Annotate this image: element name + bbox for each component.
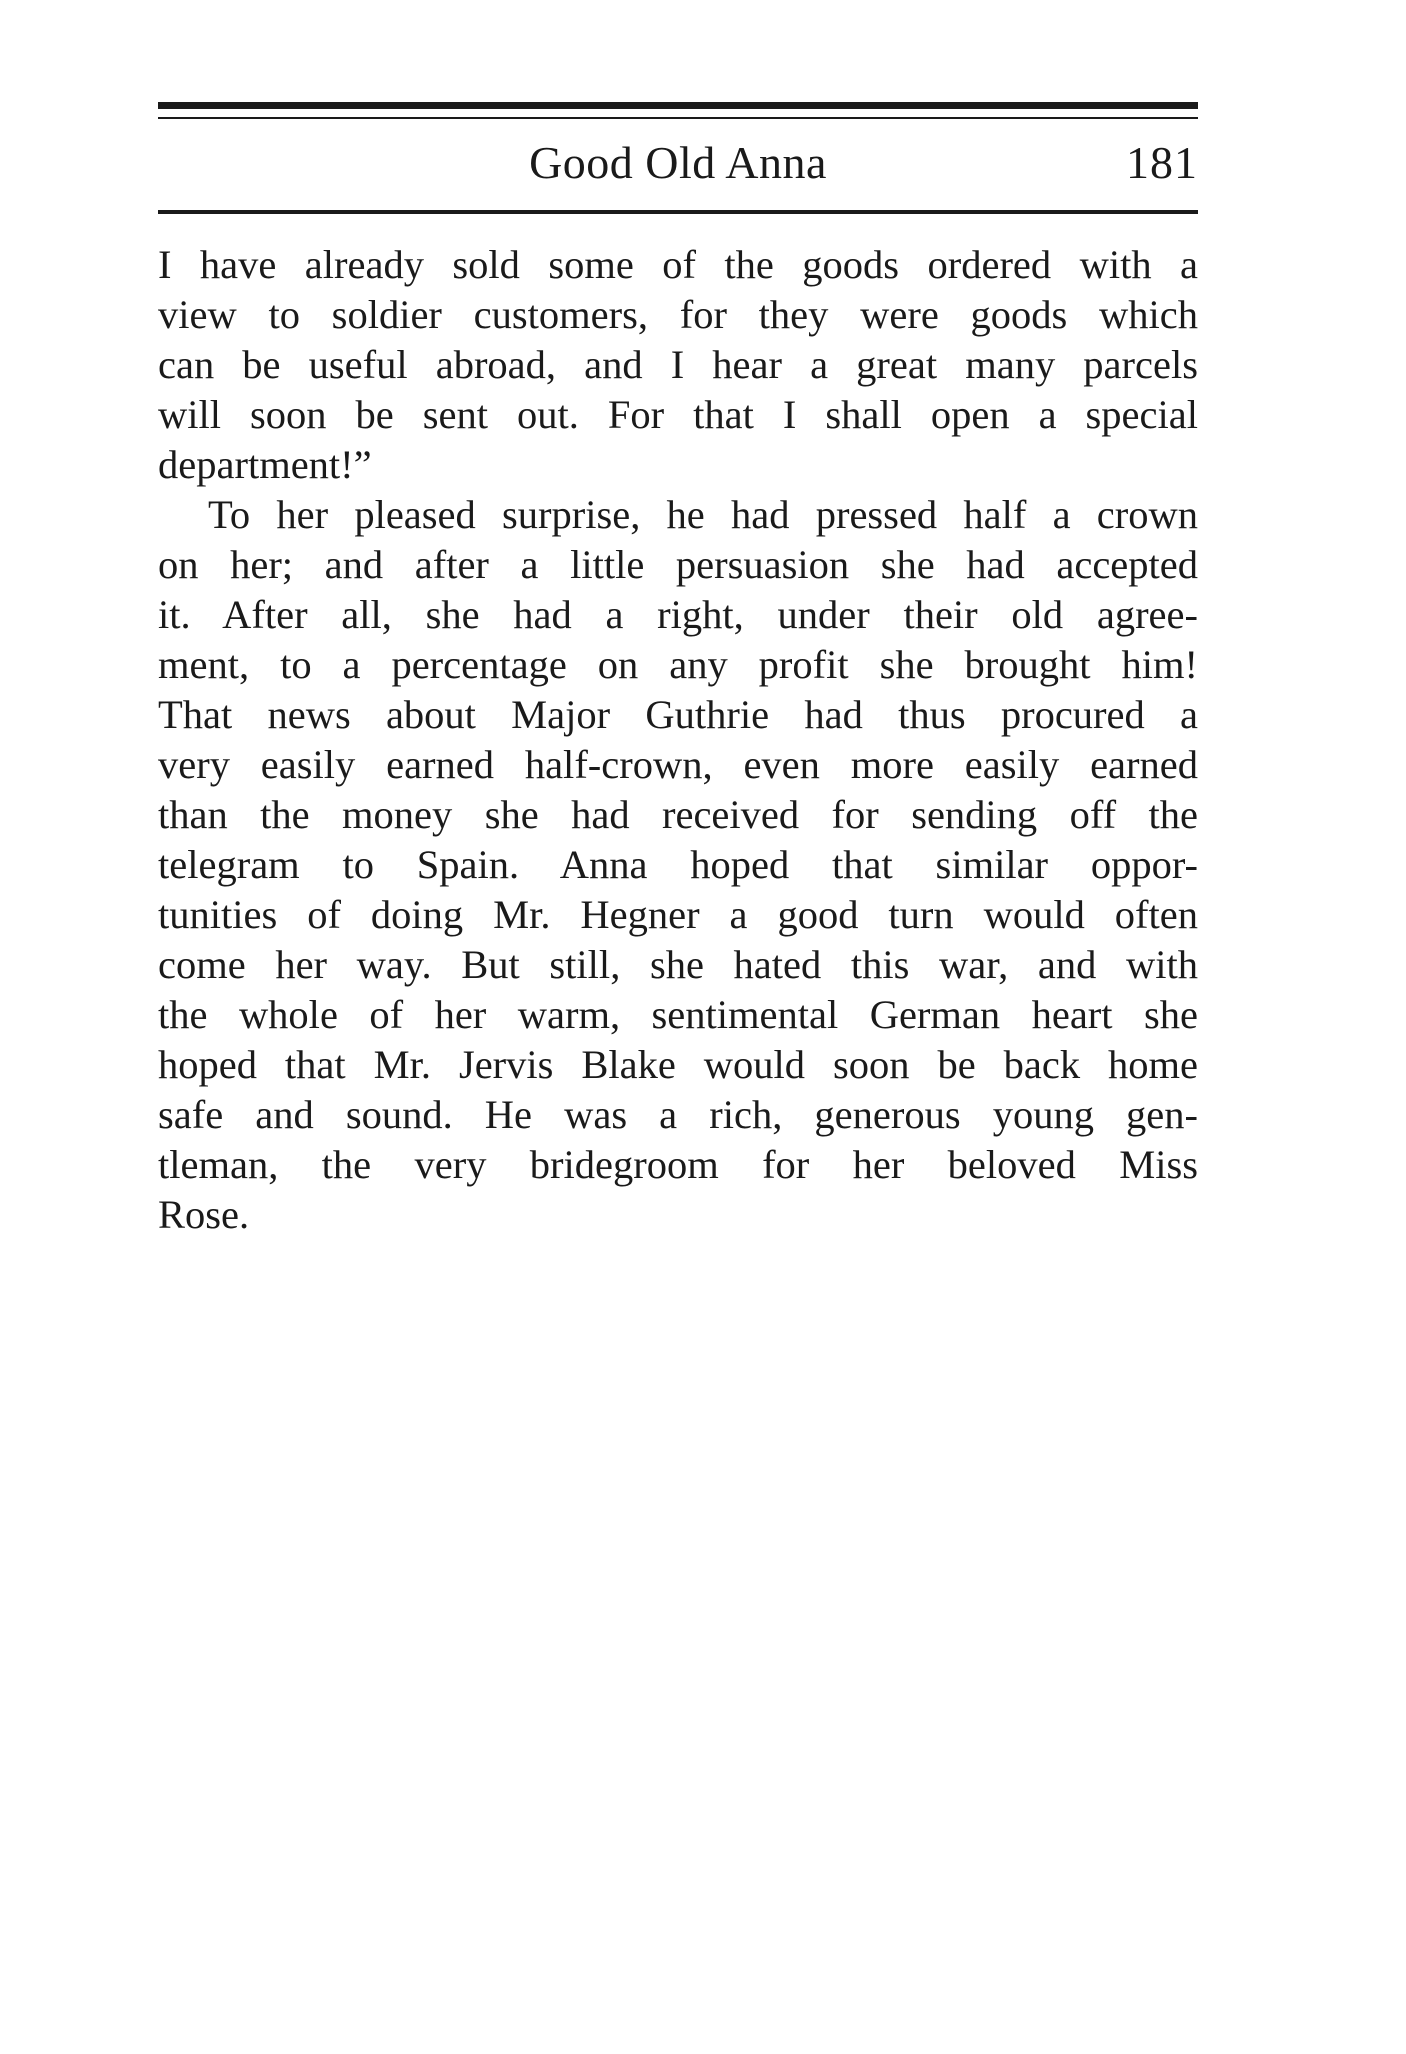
text-line: come her way. But still, she hated this war, and with [158,942,1198,987]
text-line: than the money she had received for sending off the [158,792,1198,837]
text-line: it. After all, she had a right, under their old agree- [158,592,1198,637]
text-line: Rose. [158,1192,250,1237]
header-rule-bottom [158,210,1198,214]
text-line: To her pleased surprise, he had pressed half a crown [208,492,1198,537]
text-line: can be useful abroad, and I hear a great many parcels [158,342,1198,387]
text-line: department!” [158,442,372,487]
header-rule-thick [158,102,1198,109]
text-line: will soon be sent out. For that I shall open a special [158,392,1198,437]
text-line: I have already sold some of the goods ordered with a [158,242,1198,287]
body-text [158,240,1198,1240]
text-line: on her; and after a little persuasion she had accepted [158,542,1198,587]
text-line: telegram to Spain. Anna hoped that similar oppor- [158,842,1198,887]
text-line: hoped that Mr. Jervis Blake would soon be back home [158,1042,1198,1087]
text-line: safe and sound. He was a rich, generous young gen- [158,1092,1198,1137]
text-line: That news about Major Guthrie had thus procured a [158,692,1198,737]
text-line: ment, to a percentage on any profit she brought him! [158,642,1198,687]
text-line: view to soldier customers, for they were goods which [158,292,1198,337]
running-title: Good Old Anna [529,137,827,188]
running-head [158,128,1198,198]
page-number: 181 [1126,137,1198,188]
paragraph-1 [158,240,1198,490]
text-line: very easily earned half-crown, even more easily earned [158,742,1198,787]
text-line: the whole of her warm, sentimental German heart she [158,992,1198,1037]
paragraph-2 [158,490,1198,1240]
text-line: tleman, the very bridegroom for her beloved Miss [158,1142,1198,1187]
header-rule-thin [158,117,1198,119]
text-line: tunities of doing Mr. Hegner a good turn would often [158,892,1198,937]
